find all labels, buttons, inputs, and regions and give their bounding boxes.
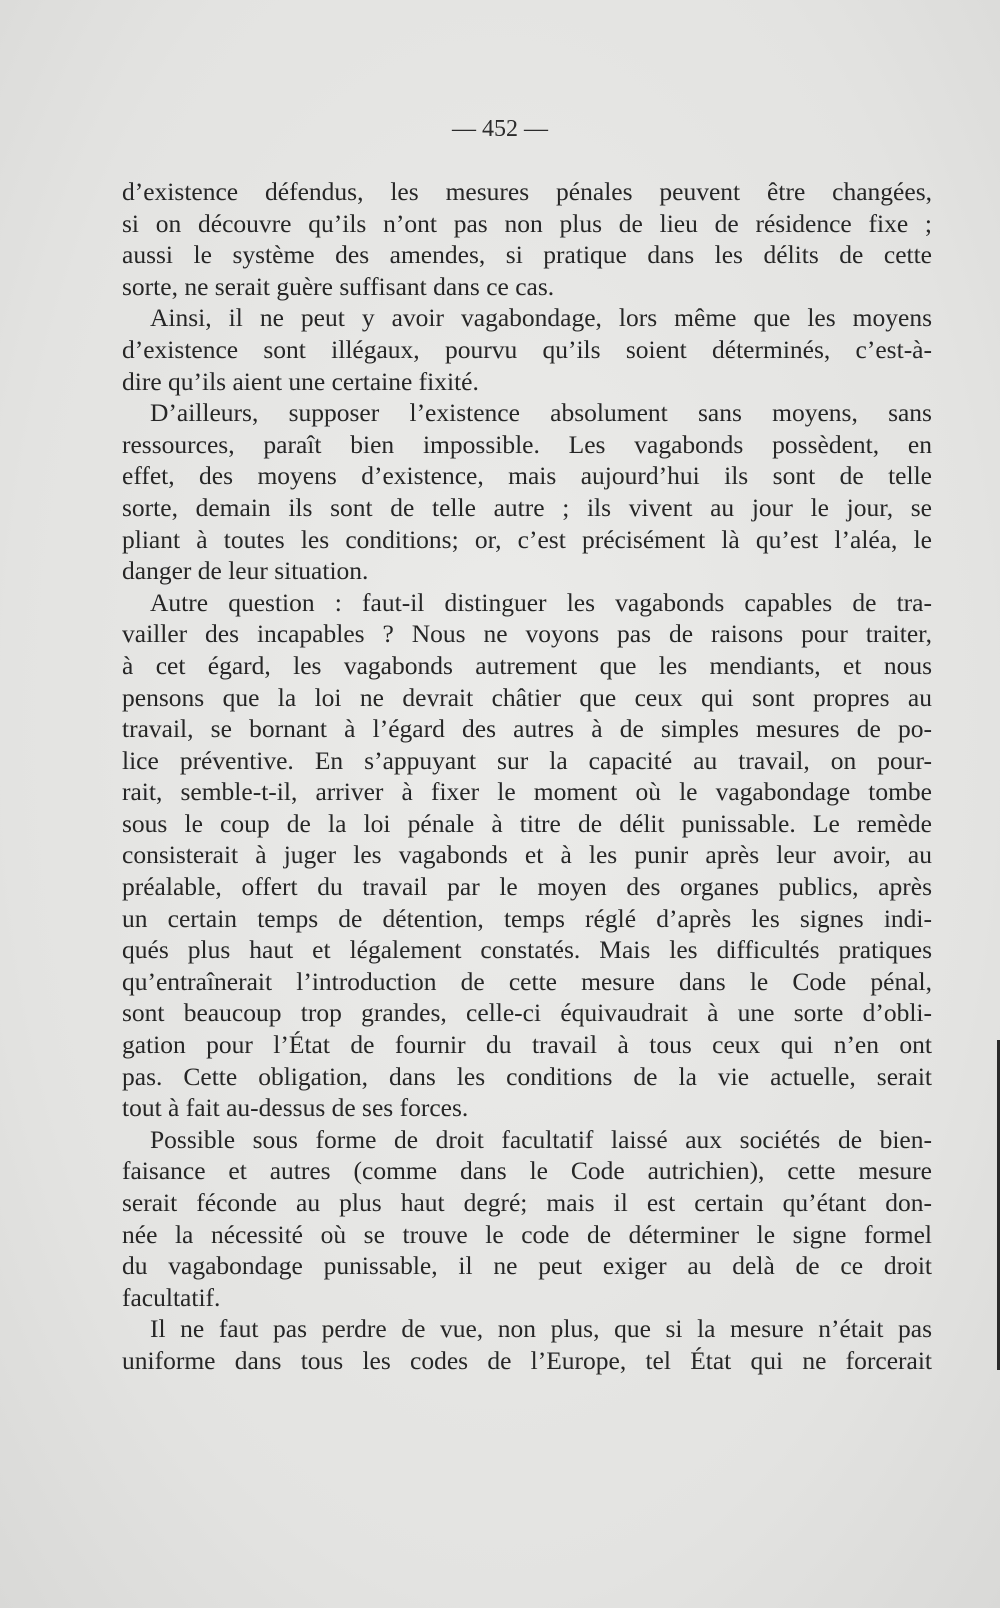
text-line: pliant à toutes les conditions; or, c’est précisément là qu’est l’aléa, le — [122, 524, 932, 554]
text-line: Ainsi, il ne peut y avoir vagabondage, lors même que les moyens — [150, 303, 932, 333]
text-line: qués plus haut et légalement constatés. Mais les difficultés pratiques — [122, 935, 932, 965]
text-line: Autre question : faut-il distinguer les vagabonds capables de tra- — [150, 587, 932, 617]
text-line: faisance et autres (comme dans le Code autrichien), cette mesure — [122, 1156, 932, 1186]
page-number: — 452 — — [452, 116, 548, 142]
text-line: à cet égard, les vagabonds autrement que les mendiants, et nous — [122, 650, 932, 680]
text-line: dire qu’ils aient une certaine fixité. — [122, 366, 479, 396]
text-line: tout à fait au-dessus de ses forces. — [122, 1093, 469, 1123]
body-text — [122, 176, 932, 1377]
text-line: gation pour l’État de fournir du travail à tous ceux qui n’en ont — [122, 1030, 932, 1060]
text-line: sous le coup de la loi pénale à titre de délit punissable. Le remède — [122, 808, 932, 838]
text-line: facultatif. — [122, 1282, 221, 1312]
text-line: serait féconde au plus haut degré; mais il est certain qu’étant don- — [122, 1188, 932, 1217]
text-line: du vagabondage punissable, il ne peut exiger au delà de ce droit — [122, 1251, 932, 1281]
text-line: danger de leur situation. — [122, 556, 369, 586]
text-line: lice préventive. En s’appuyant sur la capacité au travail, on pour- — [122, 745, 932, 775]
text-line: vailler des incapables ? Nous ne voyons pas de raisons pour traiter, — [122, 619, 932, 649]
text-line: sont beaucoup trop grandes, celle-ci équivaudrait à une sorte d’obli- — [122, 998, 932, 1028]
text-line: pas. Cette obligation, dans les conditions de la vie actuelle, serait — [122, 1061, 932, 1091]
text-line: Il ne faut pas perdre de vue, non plus, que si la mesure n’était pas — [150, 1314, 932, 1344]
text-line: rait, semble-t-il, arriver à fixer le moment où le vagabondage tombe — [122, 777, 932, 807]
text-line: préalable, offert du travail par le moyen des organes publics, après — [122, 872, 932, 902]
text-line: si on découvre qu’ils n’ont pas non plus de lieu de résidence fixe ; — [122, 208, 932, 238]
text-line: ressources, paraît bien impossible. Les vagabonds possèdent, en — [122, 429, 932, 459]
text-line: d’existence sont illégaux, pourvu qu’ils soient déterminés, c’est-à- — [122, 334, 932, 364]
text-line: uniforme dans tous les codes de l’Europe, tel État qui ne forcerait — [122, 1345, 932, 1375]
text-line: Possible sous forme de droit facultatif laissé aux sociétés de bien- — [150, 1124, 932, 1154]
text-line: travail, se bornant à l’égard des autres à de simples mesures de po- — [122, 714, 932, 744]
text-line: D’ailleurs, supposer l’existence absolument sans moyens, sans — [150, 398, 932, 428]
text-line: un certain temps de détention, temps réglé d’après les signes indi- — [122, 903, 932, 933]
text-line: qu’entraînerait l’introduction de cette mesure dans le Code pénal, — [122, 966, 932, 996]
text-line: sorte, demain ils sont de telle autre ; ils vivent au jour le jour, se — [122, 492, 932, 522]
text-line: née la nécessité où se trouve le code de déterminer le signe formel — [122, 1219, 932, 1249]
text-line: d’existence défendus, les mesures pénales peuvent être changées, — [122, 177, 932, 206]
text-line: sorte, ne serait guère suffisant dans ce cas. — [122, 271, 555, 301]
text-line: consisterait à juger les vagabonds et à les punir après leur avoir, au — [122, 840, 932, 870]
text-line: aussi le système des amendes, si pratique dans les délits de cette — [122, 240, 932, 270]
text-line: pensons que la loi ne devrait châtier que ceux qui sont propres au — [122, 682, 932, 712]
text-line: effet, des moyens d’existence, mais aujourd’hui ils sont de telle — [122, 461, 932, 491]
